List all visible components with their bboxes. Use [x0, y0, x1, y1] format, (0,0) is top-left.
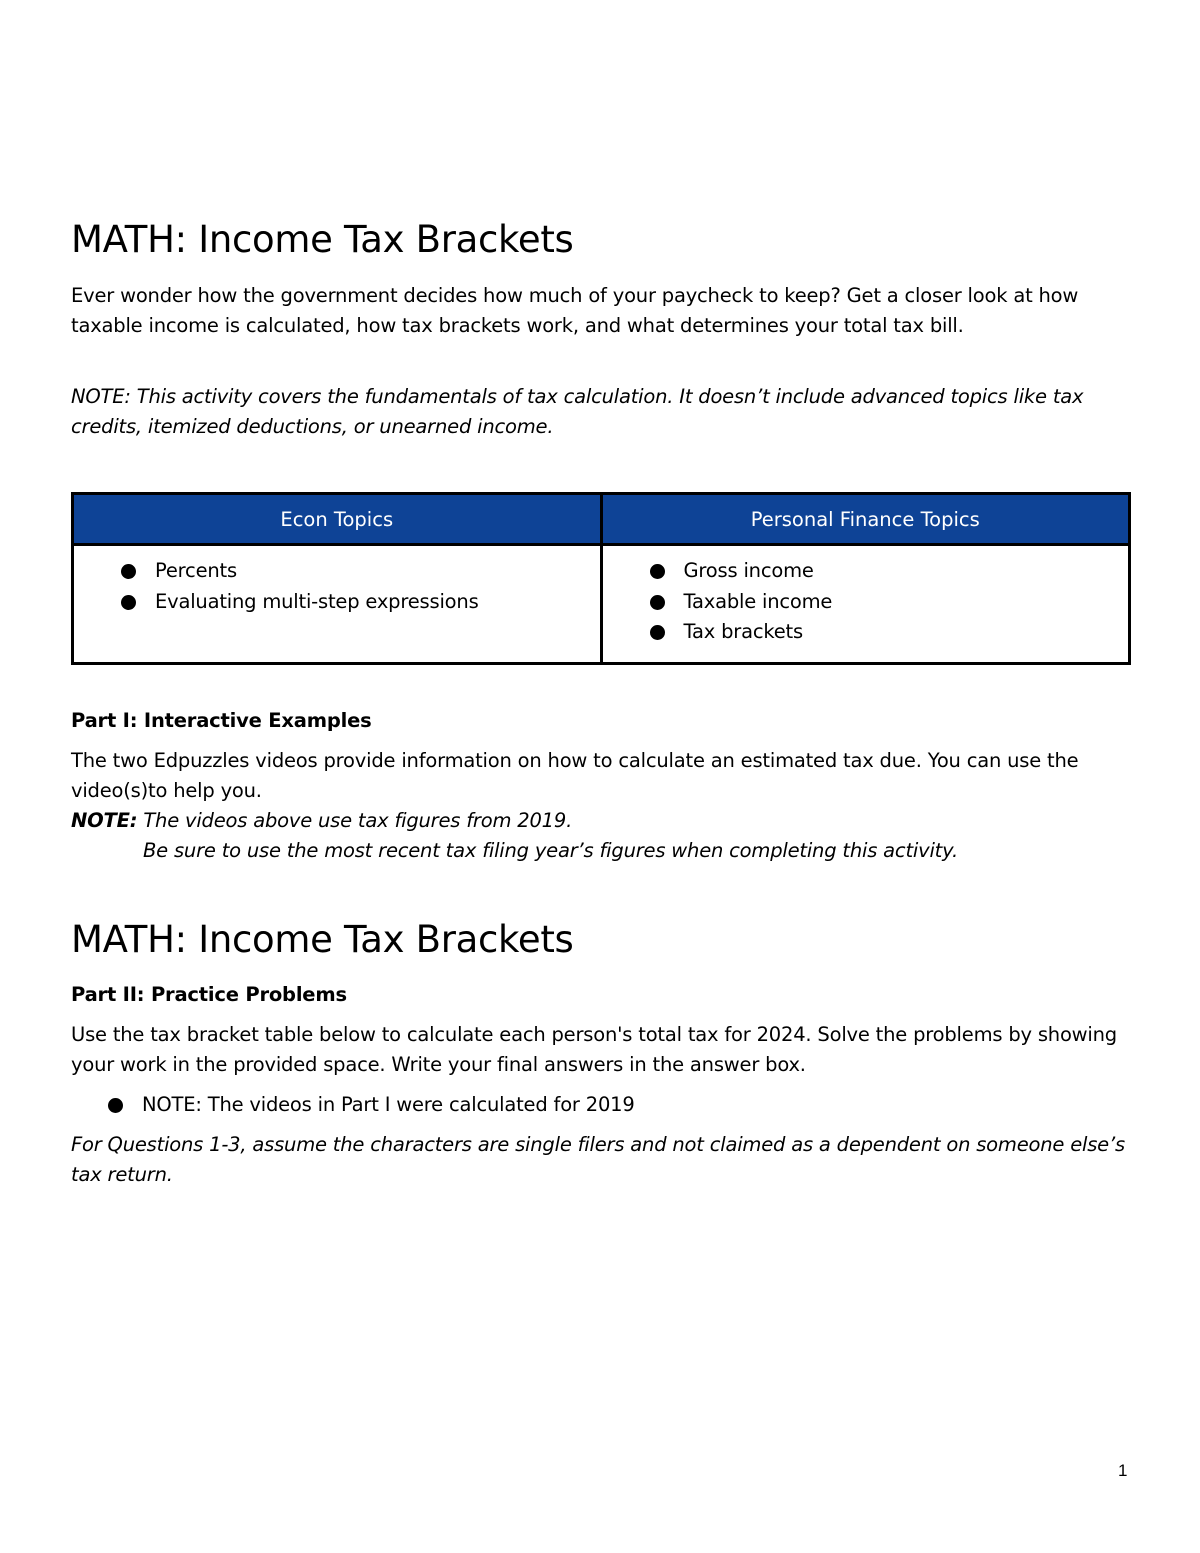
part1-paragraph: The two Edpuzzles videos provide information on how to calculate an estimated tax due. You can use the video(s)to help you.	[71, 749, 1079, 802]
list-item: NOTE: The videos in Part I were calculated for 2019	[71, 1090, 1133, 1120]
list-item: Evaluating multi-step expressions	[74, 587, 600, 618]
list-item: Taxable income	[603, 587, 1129, 618]
page-title: MATH: Income Tax Brackets	[71, 218, 574, 261]
part1-heading: Part I: Interactive Examples	[71, 709, 372, 732]
activity-note: NOTE: This activity covers the fundamentals of tax calculation. It doesn’t include advanced topics like tax credits, itemized deductions, or unearned income.	[71, 385, 1084, 438]
section2-title: MATH: Income Tax Brackets	[71, 918, 574, 961]
list-item: Gross income	[603, 556, 1129, 587]
part1-note-line2: Be sure to use the most recent tax filing year’s figures when completing this activity.	[143, 839, 958, 862]
part2-paragraph: Use the tax bracket table below to calculate each person's total tax for 2024. Solve the problems by showing your work in the provided space. Write your final answers in the answer box.	[71, 1023, 1117, 1076]
list-item: Percents	[74, 556, 600, 587]
page-number: 1	[1118, 1461, 1128, 1480]
personal-finance-topics-list	[603, 556, 1129, 648]
part1-note	[71, 806, 572, 836]
note-text: The videos above use tax figures from 2019.	[137, 809, 573, 832]
list-item: Tax brackets	[603, 617, 1129, 648]
note-label: NOTE:	[71, 809, 138, 832]
part2-bullet-list	[71, 1090, 1133, 1120]
personal-finance-topics-header: Personal Finance Topics	[601, 494, 1130, 545]
personal-finance-topics-cell	[601, 545, 1130, 664]
intro-paragraph: Ever wonder how the government decides how much of your paycheck to keep? Get a closer look at how taxable income is calculated, how tax brackets work, and what determines your total tax bill.	[71, 284, 1079, 337]
topics-table	[71, 492, 1131, 665]
econ-topics-header: Econ Topics	[73, 494, 602, 545]
econ-topics-list	[74, 556, 600, 617]
part2-note: For Questions 1-3, assume the characters are single filers and not claimed as a dependent on someone else’s tax return.	[71, 1133, 1125, 1186]
econ-topics-cell	[73, 545, 602, 664]
part2-heading: Part II: Practice Problems	[71, 983, 347, 1006]
